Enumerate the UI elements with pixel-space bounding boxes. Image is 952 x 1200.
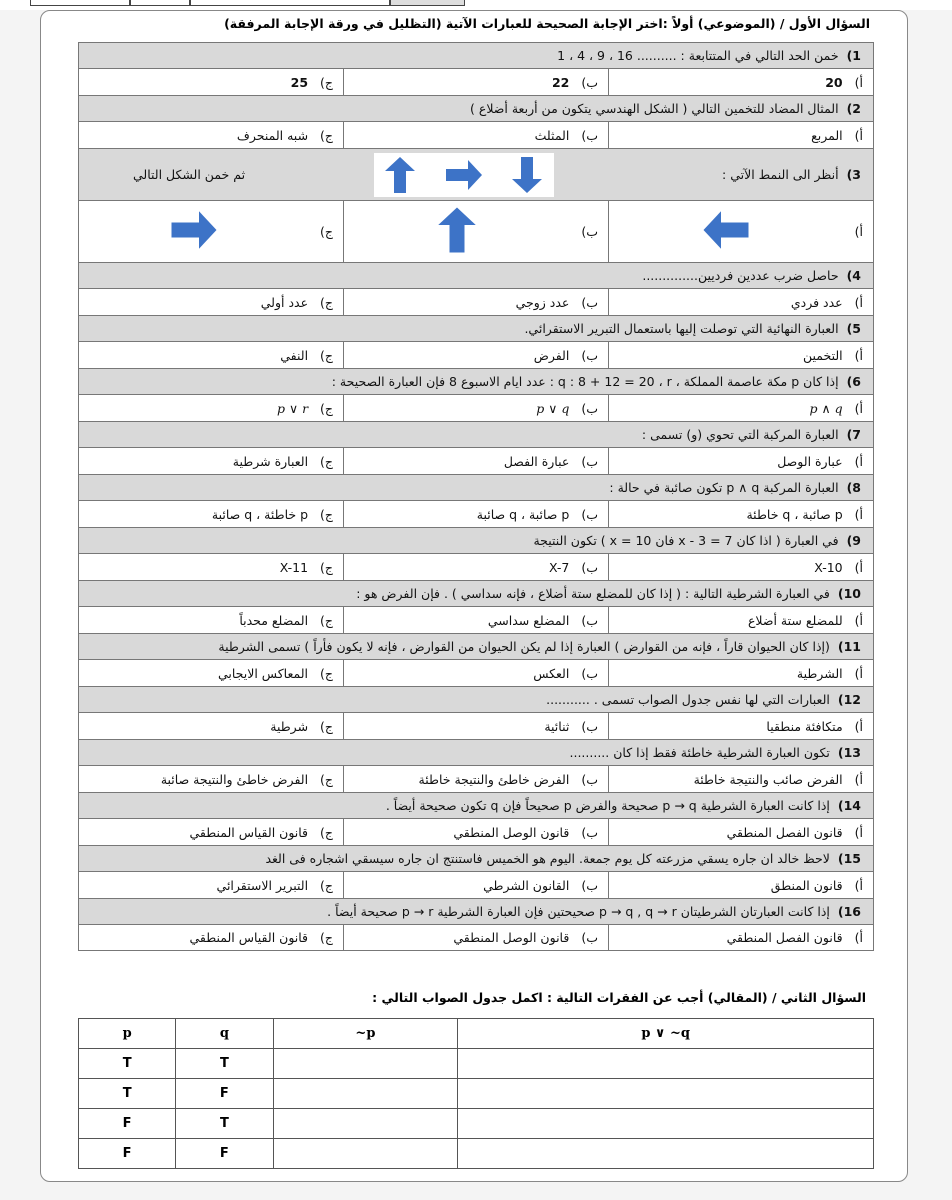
- answer-option[interactable]: [343, 289, 608, 315]
- answer-option[interactable]: [79, 554, 343, 580]
- signature-cell: [390, 0, 465, 6]
- answer-option[interactable]: [79, 395, 343, 421]
- answer-option[interactable]: [608, 395, 873, 421]
- question-row: [78, 580, 874, 606]
- answer-option[interactable]: [343, 122, 608, 148]
- question-text: المثال المضاد للتخمين التالي ( الشكل الهندسي يتكون من أربعة أضلاع ): [470, 101, 839, 116]
- option-text: 22: [551, 74, 570, 90]
- arrow-right-icon: [431, 155, 497, 195]
- answer-row: [78, 659, 874, 686]
- option-text: الفرض صائب والنتيجة خاطئة: [693, 771, 843, 787]
- question-text: أنظر الى النمط الآتي :: [722, 167, 839, 182]
- option-label: ب): [581, 612, 598, 628]
- option-text: قانون الوصل المنطقي: [453, 930, 570, 945]
- question-number: 13): [837, 745, 861, 760]
- answer-option[interactable]: [608, 448, 873, 474]
- option-label: ب): [581, 930, 598, 945]
- truth-table: [78, 1018, 874, 1169]
- option-text: العبارة شرطية: [232, 453, 309, 469]
- truth-cell: F: [176, 1139, 273, 1169]
- truth-header-p: p: [79, 1019, 176, 1049]
- option-text: p صائبة ، q خاطئة: [746, 506, 843, 522]
- truth-answer-cell[interactable]: [458, 1079, 874, 1109]
- option-label: ج): [320, 877, 333, 893]
- answer-option[interactable]: [79, 819, 343, 845]
- option-text: الشرطية: [796, 665, 843, 681]
- option-text: p خاطئة ، q صائبة: [211, 506, 309, 522]
- option-label: أ): [854, 506, 863, 522]
- answer-option[interactable]: [79, 713, 343, 739]
- pattern-arrows: [374, 153, 554, 197]
- answer-option[interactable]: [608, 342, 873, 368]
- arrow-up-icon: [378, 155, 422, 195]
- answer-option[interactable]: [608, 925, 873, 950]
- header-cell: [190, 0, 390, 6]
- option-label: ب): [581, 74, 598, 90]
- answer-option[interactable]: [608, 69, 873, 95]
- answer-option[interactable]: [608, 554, 873, 580]
- answer-row: [78, 121, 874, 148]
- option-text: النفي: [280, 347, 309, 363]
- option-arrow: [432, 205, 482, 258]
- option-label: ج): [320, 400, 333, 416]
- option-text: ثنائية: [544, 718, 570, 734]
- answer-option[interactable]: [79, 660, 343, 686]
- option-label: أ): [854, 718, 863, 734]
- option-text: الفرض: [533, 347, 570, 363]
- answer-option[interactable]: [79, 925, 343, 950]
- answer-option[interactable]: [343, 872, 608, 898]
- question-row: [78, 792, 874, 818]
- option-text: p ∨ r: [276, 400, 309, 416]
- truth-header-row: [79, 1019, 874, 1049]
- answer-option[interactable]: [343, 607, 608, 633]
- option-text: p صائبة ، q صائبة: [476, 506, 570, 522]
- truth-cell: T: [79, 1049, 176, 1079]
- question-number: 6): [846, 374, 861, 389]
- answer-option[interactable]: [608, 766, 873, 792]
- answer-row: [78, 818, 874, 845]
- answer-option[interactable]: [343, 819, 608, 845]
- answer-option[interactable]: [343, 342, 608, 368]
- answer-option[interactable]: [608, 713, 873, 739]
- option-text: عدد زوجي: [515, 294, 570, 310]
- option-label: أ): [854, 612, 863, 628]
- truth-answer-cell[interactable]: [273, 1049, 458, 1079]
- truth-answer-cell[interactable]: [273, 1139, 458, 1169]
- option-text: عدد فردي: [790, 294, 843, 310]
- option-text: قانون الوصل المنطقي: [453, 824, 570, 840]
- question-number: 15): [837, 851, 861, 866]
- truth-answer-cell[interactable]: [458, 1109, 874, 1139]
- question-row: [78, 898, 874, 924]
- answer-option[interactable]: [343, 554, 608, 580]
- answer-option[interactable]: [608, 819, 873, 845]
- answer-option[interactable]: [343, 501, 608, 527]
- question-number: 10): [837, 586, 861, 601]
- option-label: أ): [854, 665, 863, 681]
- question-row: [78, 315, 874, 341]
- answer-option[interactable]: [343, 395, 608, 421]
- option-text: X-7: [548, 559, 570, 575]
- question-text: إذا كان p مكة عاصمة المملكة ، q : 8 + 12 = 20 ، r : عدد ايام الاسبوع 8 فإن العبارة الصحيحة :: [331, 374, 839, 389]
- question-row: [78, 368, 874, 394]
- option-text: المضلع محدباً: [239, 612, 309, 628]
- option-text: العكس: [533, 665, 570, 681]
- question-number: 12): [837, 692, 861, 707]
- option-text: p ∨ q: [536, 400, 570, 416]
- option-label: أ): [854, 347, 863, 363]
- option-label: ج): [320, 294, 333, 310]
- option-label: ج): [320, 612, 333, 628]
- option-text: 25: [290, 74, 309, 90]
- option-label: ج): [320, 559, 333, 575]
- question-row: [78, 686, 874, 712]
- question-text: العبارة النهائية التي توصلت إليها باستعمال التبرير الاستقرائي.: [524, 321, 839, 336]
- question-number: 8): [846, 480, 861, 495]
- section2-title: السؤال الثاني / (المقالي) أجب عن الفقرات التالية : اكمل جدول الصواب التالي :: [372, 990, 866, 1005]
- option-text: التبرير الاستقرائي: [216, 877, 309, 893]
- option-text: X-10: [814, 559, 843, 575]
- truth-row: [79, 1109, 874, 1139]
- question-number: 16): [837, 904, 861, 919]
- truth-cell: F: [176, 1079, 273, 1109]
- option-text: المربع: [811, 127, 843, 143]
- question-text: إذا كانت العبارتان الشرطيتان p → q , q → r صحيحتين فإن العبارة الشرطية p → r صحيحة أيضاً .: [327, 904, 830, 919]
- option-label: ب): [581, 506, 598, 522]
- option-label: ب): [581, 771, 598, 787]
- option-label: ب): [581, 224, 598, 239]
- answer-row: [78, 68, 874, 95]
- question-row: [78, 845, 874, 871]
- option-label: ج): [320, 930, 333, 945]
- question-number: 14): [837, 798, 861, 813]
- answer-row: [78, 341, 874, 368]
- question-row: [78, 42, 874, 68]
- question-text: في العبارة الشرطية التالية : ( إذا كان للمضلع ستة أضلاع ، فإنه سداسي ) . فإن الفرض هو :: [356, 586, 830, 601]
- option-label: أ): [854, 74, 863, 90]
- truth-answer-cell[interactable]: [273, 1109, 458, 1139]
- answer-option[interactable]: [608, 289, 873, 315]
- option-label: أ): [854, 559, 863, 575]
- option-text: p ∧ q: [809, 400, 843, 416]
- answer-option[interactable]: [608, 660, 873, 686]
- option-text: متكافئة منطقيا: [766, 718, 843, 734]
- option-text: القانون الشرطي: [483, 877, 570, 893]
- question-row: [78, 262, 874, 288]
- option-text: شرطية: [270, 718, 309, 734]
- truth-answer-cell[interactable]: [458, 1049, 874, 1079]
- truth-row: [79, 1079, 874, 1109]
- answer-option[interactable]: [79, 289, 343, 315]
- arrow-right-icon: [139, 205, 249, 255]
- option-text: 20: [825, 74, 843, 90]
- option-label: ج): [320, 665, 333, 681]
- option-text: شبه المنحرف: [236, 127, 309, 143]
- answer-option[interactable]: [608, 201, 873, 262]
- option-text: التخمين: [803, 347, 843, 363]
- truth-cell: T: [176, 1109, 273, 1139]
- question-number: 3): [846, 167, 861, 182]
- option-text: للمضلع ستة أضلاع: [747, 612, 843, 628]
- option-label: ج): [320, 453, 333, 469]
- option-text: قانون الفصل المنطقي: [726, 824, 843, 840]
- question-text: خمن الحد التالي في المتتابعة : .......... 16 ، 9 ، 4 ، 1: [557, 48, 839, 63]
- answer-row: [78, 871, 874, 898]
- answer-option[interactable]: [79, 501, 343, 527]
- option-label: ج): [320, 506, 333, 522]
- answer-option[interactable]: [79, 342, 343, 368]
- answer-row: [78, 553, 874, 580]
- answer-option[interactable]: [343, 448, 608, 474]
- answer-option[interactable]: [79, 766, 343, 792]
- question-row: [78, 527, 874, 553]
- truth-row: [79, 1139, 874, 1169]
- option-text: قانون الفصل المنطقي: [726, 930, 843, 945]
- question-number: 2): [846, 101, 861, 116]
- option-label: ب): [581, 400, 598, 416]
- question-text-2: ثم خمن الشكل التالي: [132, 167, 246, 182]
- page-title: السؤال الأول / (الموضوعي) أولاً :اختر الإجابة الصحيحة للعبارات الآتية (التظليل في ورقة الإجابة المرفقة): [224, 16, 870, 31]
- answer-row: [78, 712, 874, 739]
- question-number: 1): [846, 48, 861, 63]
- question-number: 11): [837, 639, 861, 654]
- option-label: أ): [854, 400, 863, 416]
- truth-cell: F: [79, 1109, 176, 1139]
- answer-option[interactable]: [343, 201, 608, 262]
- option-label: ب): [581, 665, 598, 681]
- option-label: ج): [320, 74, 333, 90]
- option-label: ج): [320, 718, 333, 734]
- answer-row: [78, 500, 874, 527]
- truth-header-p-or-not-q: p ∨ ~q: [458, 1019, 874, 1049]
- question-number: 9): [846, 533, 861, 548]
- answer-row: [78, 765, 874, 792]
- header-cell: [30, 0, 130, 6]
- question-text: حاصل ضرب عددين فرديين..............: [642, 268, 839, 283]
- option-label: ب): [581, 824, 598, 840]
- question-text: العبارة المركبة التي تحوي (و) تسمى :: [641, 427, 839, 442]
- option-label: أ): [854, 294, 863, 310]
- option-label: أ): [854, 224, 863, 239]
- option-text: X-11: [279, 559, 309, 575]
- answer-row: [78, 924, 874, 951]
- answer-option[interactable]: [79, 607, 343, 633]
- truth-header-not-p: ~p: [273, 1019, 458, 1049]
- answer-option[interactable]: [79, 122, 343, 148]
- answer-option[interactable]: [79, 448, 343, 474]
- question-text: في العبارة ( اذا كان 7 = 3 - x فان 10 = x ) تكون النتيجة: [533, 533, 839, 548]
- top-strip: [0, 0, 952, 10]
- question-text: (إذا كان الحيوان قاراً ، فإنه من القوارض ) العبارة إذا لم يكن الحيوان من القوارض ، فإنه لا يكون فأراً ) تسمى الشرطية: [218, 639, 830, 654]
- question-number: 5): [846, 321, 861, 336]
- option-arrow: [671, 205, 781, 258]
- question-row: [78, 421, 874, 447]
- question-row: [78, 148, 874, 200]
- truth-answer-cell[interactable]: [458, 1139, 874, 1169]
- answer-option[interactable]: [343, 925, 608, 950]
- option-label: ج): [320, 771, 333, 787]
- answer-row: [78, 200, 874, 262]
- question-number: 7): [846, 427, 861, 442]
- answer-row: [78, 606, 874, 633]
- answer-row: [78, 447, 874, 474]
- answer-row: [78, 394, 874, 421]
- question-row: [78, 474, 874, 500]
- option-label: ب): [581, 718, 598, 734]
- answer-option[interactable]: [343, 766, 608, 792]
- option-text: الفرض خاطئ والنتيجة صائبة: [160, 771, 309, 787]
- option-text: قانون المنطق: [770, 877, 843, 893]
- truth-cell: T: [176, 1049, 273, 1079]
- truth-cell: F: [79, 1139, 176, 1169]
- answer-option[interactable]: [343, 713, 608, 739]
- truth-row: [79, 1049, 874, 1079]
- answer-option[interactable]: [608, 872, 873, 898]
- question-text: العبارة المركبة p ∧ q تكون صائبة في حالة :: [609, 480, 839, 495]
- answer-option[interactable]: [608, 501, 873, 527]
- question-text: إذا كانت العبارة الشرطية p → q صحيحة والفرض p صحيحاً فإن q تكون صحيحة أيضاً .: [385, 798, 830, 813]
- option-label: ب): [581, 127, 598, 143]
- option-label: أ): [854, 771, 863, 787]
- arrow-up-icon: [432, 205, 482, 255]
- header-cell: [130, 0, 190, 6]
- option-label: أ): [854, 127, 863, 143]
- answer-option[interactable]: [343, 660, 608, 686]
- option-text: قانون القياس المنطقي: [189, 930, 309, 945]
- option-text: المعاكس الايجابي: [217, 665, 309, 681]
- question-text: لاحظ خالد ان جاره يسقي مزرعته كل يوم جمعة. اليوم هو الخميس فاستنتج ان جاره سيسقي اشجاره فى الغد: [265, 851, 830, 866]
- truth-answer-cell[interactable]: [273, 1079, 458, 1109]
- option-text: عدد أولي: [260, 294, 309, 310]
- question-row: [78, 95, 874, 121]
- option-label: ج): [320, 347, 333, 363]
- option-label: ب): [581, 877, 598, 893]
- option-label: ج): [320, 127, 333, 143]
- option-text: قانون القياس المنطقي: [189, 824, 309, 840]
- option-text: المضلع سداسي: [487, 612, 570, 628]
- truth-cell: T: [79, 1079, 176, 1109]
- question-row: [78, 633, 874, 659]
- arrow-left-icon: [671, 205, 781, 255]
- option-label: ب): [581, 453, 598, 469]
- option-label: أ): [854, 877, 863, 893]
- option-label: أ): [854, 824, 863, 840]
- option-text: المثلث: [534, 127, 570, 143]
- question-text: تكون العبارة الشرطية خاطئة فقط إذا كان ..........: [569, 745, 830, 760]
- answer-option[interactable]: [343, 69, 608, 95]
- option-text: عبارة الوصل: [777, 453, 843, 469]
- questions-table: [78, 42, 874, 951]
- answer-option[interactable]: [608, 122, 873, 148]
- answer-option[interactable]: [608, 607, 873, 633]
- answer-option[interactable]: [79, 872, 343, 898]
- answer-option[interactable]: [79, 69, 343, 95]
- option-label: ج): [320, 224, 333, 239]
- answer-option[interactable]: [79, 201, 343, 262]
- truth-header-q: q: [176, 1019, 273, 1049]
- option-label: أ): [854, 453, 863, 469]
- arrow-down-icon: [505, 155, 549, 195]
- question-number: 4): [846, 268, 861, 283]
- option-label: ب): [581, 559, 598, 575]
- option-text: عبارة الفصل: [503, 453, 570, 469]
- option-label: أ): [854, 930, 863, 945]
- option-label: ب): [581, 347, 598, 363]
- question-text: العبارات التي لها نفس جدول الصواب تسمى . ...........: [546, 692, 830, 707]
- option-arrow: [139, 205, 249, 258]
- question-row: [78, 739, 874, 765]
- option-text: الفرض خاطئ والنتيجة خاطئة: [418, 771, 570, 787]
- option-label: ج): [320, 824, 333, 840]
- option-label: ب): [581, 294, 598, 310]
- answer-row: [78, 288, 874, 315]
